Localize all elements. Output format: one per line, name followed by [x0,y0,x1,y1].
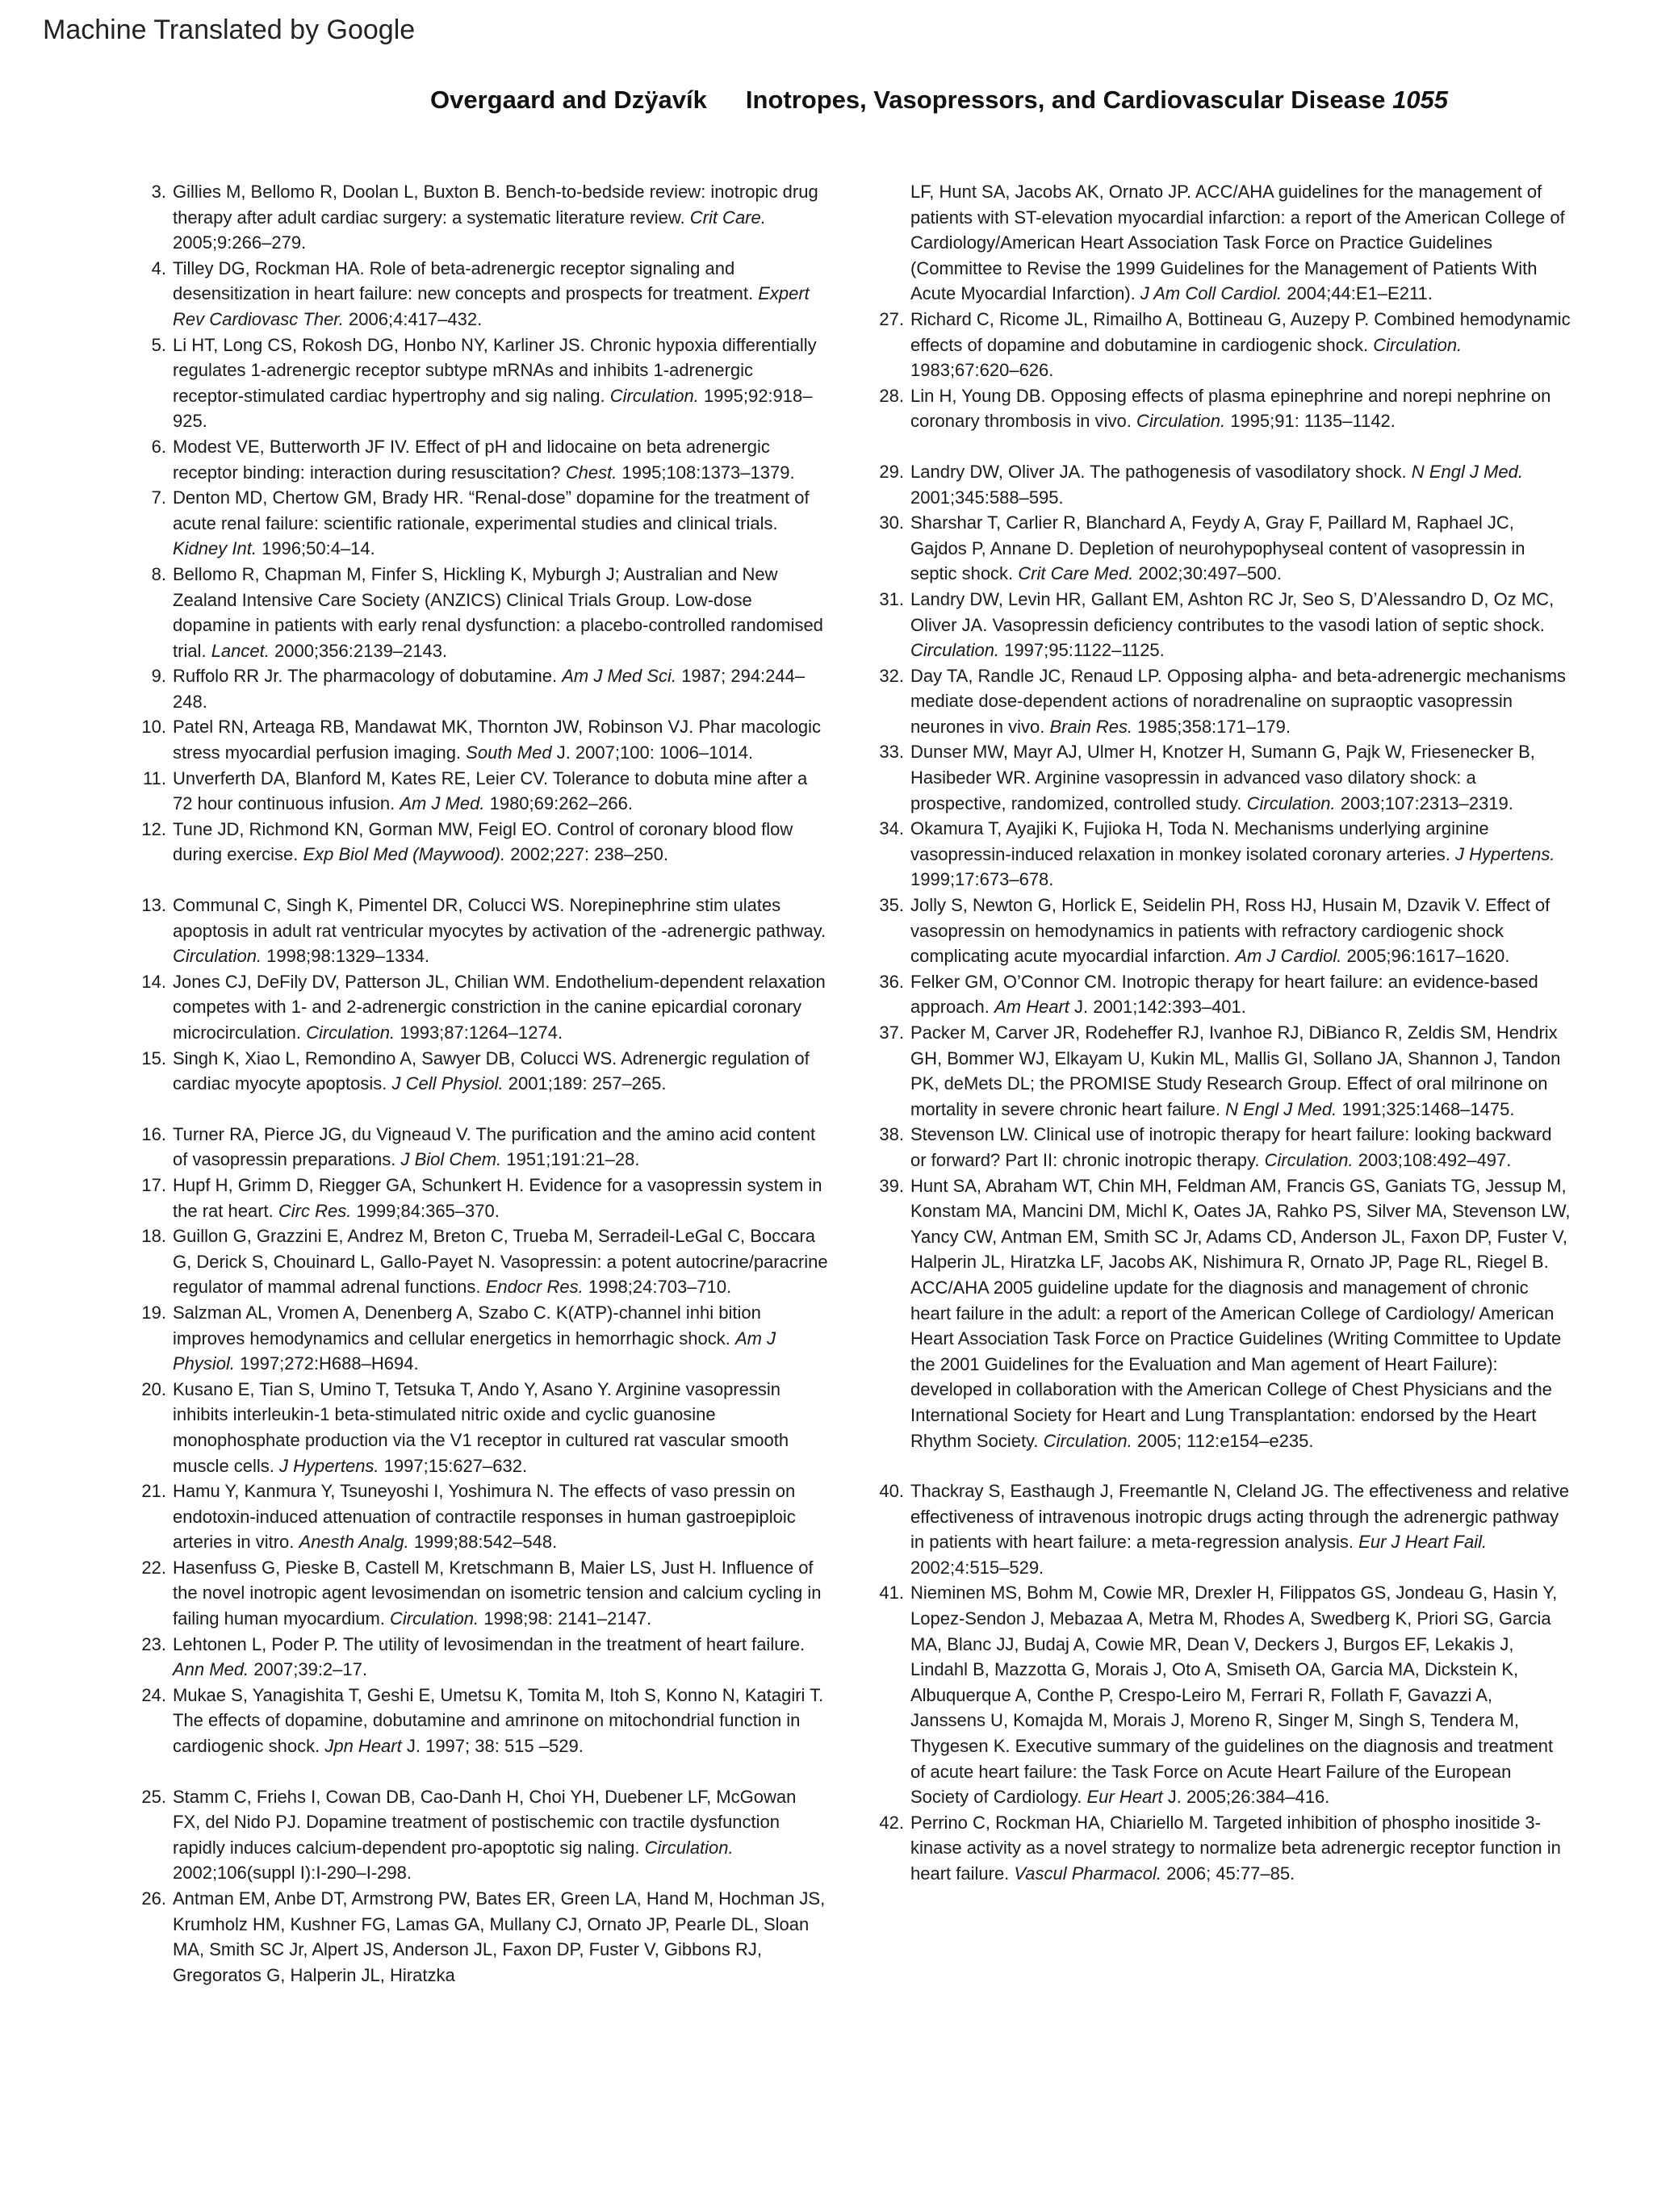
reference-journal: Circulation. [390,1608,479,1629]
reference-entry [134,1632,828,1683]
reference-number: 10. [141,717,166,738]
reference-text: Singh K, Xiao L, Remondino A, Sawyer DB, Colucci WS. Adrenergic regulation of cardiac myocyte apoptosis. [173,1047,810,1094]
running-header [430,86,1448,115]
reference-text: Lin H, Young DB. Opposing effects of plasma epinephrine and norepi nephrine on coronary thrombosis in vivo. [910,385,1551,432]
reference-citation: 2005;96:1617–1620. [1346,946,1510,967]
reference-number: 39. [879,1175,904,1196]
reference-journal: Circulation. [306,1022,395,1043]
reference-number: 7. [151,487,166,508]
reference-text: Tune JD, Richmond KN, Gorman MW, Feigl EO. Control of coronary blood flow during exercise. [173,818,793,865]
reference-citation: 1998;98:1329–1334. [266,946,430,967]
reference-entry [134,714,828,765]
reference-entry [872,383,1572,434]
reference-journal: J Cell Physiol. [391,1073,504,1094]
reference-journal: South Med [466,742,552,763]
reference-journal: J Am Coll Cardiol. [1140,283,1283,304]
reference-number: 36. [879,971,904,992]
reference-citation: 2002;4:515–529. [910,1557,1044,1578]
reference-citation: J. 1997; 38: 515 –529. [406,1736,584,1757]
reference-journal: Expert Rev Cardiovasc Ther. [173,283,810,329]
reference-journal: Am J Med Sci. [562,666,677,687]
reference-text: Day TA, Randle JC, Renaud LP. Opposing alpha- and beta-adrenergic mechanisms mediate dose-dependent actions of noradrenaline on supraoptic vasopressin neurones in vivo. [910,665,1567,737]
reference-entry [872,1580,1572,1809]
reference-text: Felker GM, O’Connor CM. Inotropic therapy for heart failure: an evidence-based approach. [910,971,1538,1018]
reference-journal: Chest. [565,462,617,483]
reference-citation: 2005; 112:e154–e235. [1136,1430,1314,1451]
reference-citation: 2001;345:588–595. [910,487,1064,508]
reference-number: 8. [151,563,166,584]
reference-text: Gillies M, Bellomo R, Doolan L, Buxton B. Bench-to-bedside review: inotropic drug therapy after adult cardiac surgery: a systematic literature review. [173,182,818,228]
reference-number: 37. [879,1022,904,1043]
reference-entry [134,1046,828,1097]
reference-entry [872,1122,1572,1173]
reference-entry [134,1122,828,1173]
reference-citation: 2002;227: 238–250. [510,844,668,865]
reference-entry [134,562,828,663]
reference-journal: Brain Res. [1049,716,1133,737]
reference-text: Li HT, Long CS, Rokosh DG, Honbo NY, Karliner JS. Chronic hypoxia differentially regulates 1-adrenergic receptor subtype mRNAs and inhibits 1-adrenergic receptor-stimulated cardiac hypertrophy and sig naling. [173,334,817,406]
reference-number: 3. [151,182,166,202]
reference-journal: Kidney Int. [173,538,257,559]
reference-text: Sharshar T, Carlier R, Blanchard A, Feydy A, Gray F, Paillard M, Raphael JC, Gajdos P, Annane D. Depletion of neurohypophyseal content of vasopressin in septic shock. [910,512,1525,584]
reference-citation: J. 2001;142:393–401. [1074,997,1246,1018]
reference-number: 21. [141,1481,166,1502]
reference-text: Ruffolo RR Jr. The pharmacology of dobutamine. [173,666,558,687]
reference-text: Denton MD, Chertow GM, Brady HR. “Renal-dose” dopamine for the treatment of acute renal failure: scientific rationale, experimental studies and clinical trials. [173,487,810,533]
reference-text: Turner RA, Pierce JG, du Vigneaud V. The purification and the amino acid content of vasopressin preparations. [173,1123,816,1170]
reference-citation: 1999;88:542–548. [413,1532,558,1553]
reference-journal: N Engl J Med. [1411,461,1523,482]
reference-journal: N Engl J Med. [1225,1098,1337,1119]
reference-number: 11. [143,767,166,788]
reference-citation: 2003;108:492–497. [1358,1149,1512,1170]
reference-citation: 2002;106(suppl I):I-290–I-298. [173,1863,412,1884]
reference-entry [134,766,828,817]
reference-citation: 1980;69:262–266. [489,793,633,814]
reference-journal: Circulation. [1043,1430,1132,1451]
reference-entry [872,739,1572,816]
reference-journal: Circulation. [1373,334,1463,355]
reference-entry [134,1173,828,1223]
reference-citation: 2006;4:417–432. [349,308,483,329]
reference-entry [872,969,1572,1020]
reference-text: Tilley DG, Rockman HA. Role of beta-adrenergic receptor signaling and desensitization in heart failure: new concepts and prospects for treatment. [173,257,754,304]
reference-citation: 2004;44:E1–E211. [1287,283,1433,304]
reference-number: 4. [151,257,166,278]
reference-number: 33. [879,742,904,763]
reference-number: 20. [141,1378,166,1399]
reference-number: 34. [879,818,904,839]
reference-entry [872,307,1572,383]
reference-journal: Circulation. [910,640,1000,661]
reference-citation: 1997;272:H688–H694. [240,1353,419,1374]
reference-citation: 1999;17:673–678. [910,869,1054,890]
reference-entry [872,179,1572,307]
reference-journal: Am J Physiol. [173,1328,776,1374]
reference-number: 5. [151,334,166,355]
reference-number: 28. [879,385,904,406]
reference-citation: 1951;191:21–28. [506,1149,640,1170]
reference-text: Guillon G, Grazzini E, Andrez M, Breton C, Trueba M, Serradeil-LeGal C, Boccara G, Derick S, Chouinard L, Gallo-Payet N. Vasopressin: a potent autocrine/paracrine regulator of mammal adrenal functions. [173,1226,828,1298]
reference-entry [872,587,1572,663]
reference-number: 27. [879,308,904,329]
reference-citation: 1997;95:1122–1125. [1004,640,1165,661]
reference-entry [134,1377,828,1478]
reference-entry [134,1555,828,1632]
reference-number: 31. [879,588,904,609]
reference-entry [134,1683,828,1759]
reference-text: Landry DW, Oliver JA. The pathogenesis of vasodilatory shock. [910,461,1407,482]
reference-text: Stamm C, Friehs I, Cowan DB, Cao-Danh H, Choi YH, Duebener LF, McGowan FX, del Nido PJ. Dopamine treatment of postischemic con tractile dysfunction rapidly induces calcium-dependent pro-apoptotic sig naling. [173,1786,797,1858]
reference-citation: 2006; 45:77–85. [1166,1863,1295,1884]
reference-number: 15. [141,1047,166,1068]
reference-number: 41. [879,1583,904,1604]
reference-journal: Crit Care. [689,207,766,228]
reference-number: 23. [141,1633,166,1654]
reference-column-left [134,179,828,1988]
reference-citation: 2001;189: 257–265. [508,1073,667,1094]
reference-text: Hasenfuss G, Pieske B, Castell M, Kretschmann B, Maier LS, Just H. Influence of the novel inotropic agent levosimendan on isometric tension and calcium cycling in failing human myocardium. [173,1557,822,1629]
reference-entry [134,434,828,485]
reference-entry [134,893,828,969]
reference-citation: 1987; 294:244–248. [173,666,806,712]
reference-number: 35. [879,895,904,916]
reference-citation: 2000;356:2139–2143. [274,640,448,661]
page-number: 1055 [1392,86,1449,114]
reference-citation: 1995;92:918–925. [173,385,813,432]
reference-text: Okamura T, Ayajiki K, Fujioka H, Toda N. Mechanisms underlying arginine vasopressin-induced relaxation in monkey isolated coronary arteries. [910,818,1489,864]
reference-number: 6. [151,436,166,457]
reference-text: Unverferth DA, Blanford M, Kates RE, Leier CV. Tolerance to dobuta mine after a 72 hour continuous infusion. [173,767,808,814]
reference-journal: Circulation. [173,946,262,967]
reference-text: Salzman AL, Vromen A, Denenberg A, Szabo C. K(ATP)-channel inhi bition improves hemodynamics and cellular energetics in hemorrhagic shock. [173,1302,761,1349]
reference-text: Kusano E, Tian S, Umino T, Tetsuka T, Ando Y, Asano Y. Arginine vasopressin inhibits interleukin-1 beta-stimulated nitric oxide and cyclic guanosine monophosphate production via the V1 receptor in cultured rat vascular smooth muscle cells. [173,1378,789,1476]
reference-entry [872,816,1572,893]
reference-text: Lehtonen L, Poder P. The utility of levosimendan in the treatment of heart failure. [173,1633,806,1654]
reference-journal: J Hypertens. [1455,843,1555,864]
reference-number: 24. [141,1684,166,1705]
reference-number: 25. [141,1786,166,1807]
reference-text: Packer M, Carver JR, Rodeheffer RJ, Ivanhoe RJ, DiBianco R, Zeldis SM, Hendrix GH, Bommer WJ, Elkayam U, Kukin ML, Mallis GI, Sollano JA, Shannon J, Tandon PK, deMets DL; the PROMISE Study Research Group. Effect of oral milrinone on mortality in severe chronic heart failure. [910,1022,1561,1119]
reference-text: Mukae S, Yanagishita T, Geshi E, Umetsu K, Tomita M, Itoh S, Konno N, Katagiri T. The effects of dopamine, dobutamine and amrinone on mitochondrial function in cardiogenic shock. [173,1684,824,1757]
reference-number: 40. [879,1481,904,1502]
reference-number: 29. [879,461,904,482]
reference-text: Patel RN, Arteaga RB, Mandawat MK, Thornton JW, Robinson VJ. Phar macologic stress myocardial perfusion imaging. [173,717,821,763]
reference-journal: Lancet. [211,640,270,661]
reference-text: Hupf H, Grimm D, Riegger GA, Schunkert H. Evidence for a vasopressin system in the rat heart. [173,1174,822,1221]
reference-column-right [872,179,1572,1887]
reference-number: 13. [141,895,166,916]
reference-entry [134,1478,828,1555]
reference-journal: Crit Care Med. [1018,563,1134,584]
reference-text: Perrino C, Rockman HA, Chiariello M. Targeted inhibition of phospho inositide 3-kinase activity as a novel strategy to normalize beta adrenergic receptor function in heart failure. [910,1812,1561,1884]
reference-citation: 1998;98: 2141–2147. [483,1608,652,1629]
reference-citation: 1983;67:620–626. [910,360,1054,381]
reference-entry [872,1020,1572,1122]
reference-journal: J Hypertens. [279,1455,379,1476]
reference-journal: Ann Med. [173,1659,249,1680]
reference-number: 19. [141,1302,166,1323]
reference-number: 22. [141,1557,166,1578]
reference-entry [134,256,828,332]
reference-entry [872,1478,1572,1580]
reference-number: 26. [141,1888,166,1909]
reference-citation: 1995;91: 1135–1142. [1230,411,1396,432]
reference-number: 14. [141,971,166,992]
reference-journal: Eur Heart [1086,1787,1163,1808]
reference-number: 12. [141,818,166,839]
reference-journal: Vascul Pharmacol. [1014,1863,1162,1884]
reference-text: Bellomo R, Chapman M, Finfer S, Hickling K, Myburgh J; Australian and New Zealand Intensive Care Society (ANZICS) Clinical Trials Group. Low-dose dopamine in patients with early renal dysfunction: a placebo-controlled randomised trial. [173,563,823,661]
reference-journal: Eur J Heart Fail. [1358,1532,1488,1553]
reference-text: Jolly S, Newton G, Horlick E, Seidelin PH, Ross HJ, Husain M, Dzavik V. Effect of vasopressin on hemodynamics in patients with refractory cardiogenic shock complicating acute myocardial infarction. [910,895,1550,967]
reference-citation: 1995;108:1373–1379. [621,462,795,483]
reference-journal: Anesth Analg. [299,1532,409,1553]
reference-journal: Circulation. [1264,1149,1354,1170]
reference-entry [872,459,1572,510]
reference-journal: Am J Med. [400,793,485,814]
reference-citation: 1991;325:1468–1475. [1341,1098,1515,1119]
reference-entry [134,179,828,256]
reference-entry [134,817,828,868]
reference-citation: 1997;15:627–632. [383,1455,528,1476]
reference-journal: Circulation. [609,385,699,406]
reference-number: 16. [141,1123,166,1144]
reference-citation: 1996;50:4–14. [262,538,375,559]
reference-journal: Endocr Res. [485,1277,584,1298]
reference-text: Hamu Y, Kanmura Y, Tsuneyoshi I, Yoshimura N. The effects of vaso pressin on endotoxin-induced attenuation of contractile responses in human gastroepiploic arteries in vitro. [173,1481,796,1553]
reference-entry [134,1784,828,1886]
reference-number: 17. [141,1174,166,1195]
reference-text: Thackray S, Easthaugh J, Freemantle N, Cleland JG. The effectiveness and relative effectiveness of intravenous inotropic drugs acting through the adrenergic pathway in patients with heart failure: a meta-regression analysis. [910,1481,1570,1553]
reference-journal: Circ Res. [278,1200,352,1221]
reference-entry [134,1223,828,1300]
reference-journal: Am Heart [994,997,1069,1018]
reference-number: 42. [879,1812,904,1833]
reference-citation: 1999;84:365–370. [356,1200,500,1221]
header-authors: Overgaard and Dzÿavík [430,86,707,114]
reference-text: Hunt SA, Abraham WT, Chin MH, Feldman AM, Francis GS, Ganiats TG, Jessup M, Konstam MA, Mancini DM, Michl K, Oates JA, Rahko PS, Silver MA, Stevenson LW, Yancy CW, Antman EM, Smith SC Jr, Adams CD, Anderson JL, Faxon DP, Fuster V, Halperin JL, Hiratzka LF, Jacobs AK, Nishimura R, Ornato JP, Page RL, Riegel B. ACC/AHA 2005 guideline update for the diagnosis and management of chronic heart failure in the adult: a report of the American College of Cardiology/ American Heart Association Task Force on Practice Guidelines (Writing Committee to Update the 2001 Guidelines for the Evaluation and Man agement of Heart Failure): developed in collaboration with the American College of Chest Physicians and the International Society for Heart and Lung Transplantation: endorsed by the Heart Rhythm Society. [910,1175,1571,1451]
reference-number: 32. [879,665,904,686]
reference-text: Antman EM, Anbe DT, Armstrong PW, Bates ER, Green LA, Hand M, Hochman JS, Krumholz HM, Kushner FG, Lamas GA, Mullany CJ, Ornato JP, Pearle DL, Sloan MA, Smith SC Jr, Alpert JS, Anderson JL, Faxon DP, Fuster V, Gibbons RJ, Gregoratos G, Halperin JL, Hiratzka [173,1888,826,1985]
reference-citation: J. 2005;26:384–416. [1167,1787,1330,1808]
reference-text: Jones CJ, DeFily DV, Patterson JL, Chilian WM. Endothelium-dependent relaxation competes with 1- and 2-adrenergic constriction in the canine epicardial coronary microcirculation. [173,971,826,1043]
header-title: Inotropes, Vasopressors, and Cardiovascular Disease [745,86,1386,114]
reference-citation: J. 2007;100: 1006–1014. [556,742,754,763]
reference-text: Richard C, Ricome JL, Rimailho A, Bottineau G, Auzepy P. Combined hemodynamic effects of dopamine and dobutamine in cardiogenic shock. [910,308,1571,355]
reference-entry [134,969,828,1046]
reference-journal: Jpn Heart [324,1736,402,1757]
reference-text: Landry DW, Levin HR, Gallant EM, Ashton RC Jr, Seo S, D’Alessandro D, Oz MC, Oliver JA. Vasopressin deficiency contributes to the vasodi lation of septic shock. [910,588,1555,635]
reference-entry [872,510,1572,587]
reference-citation: 2002;30:497–500. [1138,563,1282,584]
reference-number: 30. [879,512,904,533]
reference-journal: Am J Cardiol. [1235,946,1342,967]
reference-entry [872,1173,1572,1454]
reference-text: Modest VE, Butterworth JF IV. Effect of pH and lidocaine on beta adrenergic receptor binding: interaction during resuscitation? [173,436,770,483]
reference-entry [872,1810,1572,1887]
reference-entry [134,332,828,434]
reference-entry [134,485,828,562]
reference-entry [872,893,1572,969]
reference-number: 18. [141,1226,166,1247]
reference-entry [134,663,828,714]
reference-journal: Circulation. [1246,792,1336,813]
reference-entry [134,1300,828,1377]
reference-citation: 2005;9:266–279. [173,232,307,253]
reference-entry [872,663,1572,740]
reference-citation: 1993;87:1264–1274. [400,1022,563,1043]
reference-citation: 1985;358:171–179. [1137,716,1291,737]
reference-text: LF, Hunt SA, Jacobs AK, Ornato JP. ACC/AHA guidelines for the management of patients with ST-elevation myocardial infarction: a report of the American College of Cardiology/American Heart Association Task Force on Practice Guidelines (Committee to Revise the 1999 Guidelines for the Management of Patients With Acute Myocardial Infarction). [910,182,1565,304]
reference-citation: 1998;24:703–710. [588,1277,732,1298]
reference-journal: Circulation. [1136,411,1226,432]
reference-text: Dunser MW, Mayr AJ, Ulmer H, Knotzer H, Sumann G, Pajk W, Friesenecker B, Hasibeder WR. Arginine vasopressin in advanced vaso dilatory shock: a prospective, randomized, controlled study. [910,742,1535,813]
reference-citation: 2007;39:2–17. [253,1659,367,1680]
translation-banner: Machine Translated by Google [43,15,416,45]
reference-number: 9. [151,666,166,687]
reference-entry [134,1886,828,1988]
reference-journal: J Biol Chem. [400,1149,502,1170]
reference-text: Communal C, Singh K, Pimentel DR, Colucci WS. Norepinephrine stim ulates apoptosis in adult rat ventricular myocytes by activation of the -adrenergic pathway. [173,895,826,941]
reference-number: 38. [879,1124,904,1145]
reference-journal: Exp Biol Med (Maywood). [303,844,506,865]
reference-text: Stevenson LW. Clinical use of inotropic therapy for heart failure: looking backward or forward? Part II: chronic inotropic therapy. [910,1124,1552,1170]
reference-text: Nieminen MS, Bohm M, Cowie MR, Drexler H, Filippatos GS, Jondeau G, Hasin Y, Lopez-Sendon J, Mebazaa A, Metra M, Rhodes A, Swedberg K, Priori SG, Garcia MA, Blanc JJ, Budaj A, Cowie MR, Dean V, Deckers J, Burgos EF, Lekakis J, Lindahl B, Mazzotta G, Morais J, Oto A, Smiseth OA, Garcia MA, Dickstein K, Albuquerque A, Conthe P, Crespo-Leiro M, Ferrari R, Follath F, Gavazzi A, Janssens U, Komajda M, Morais J, Moreno R, Singer M, Singh S, Tendera M, Thygesen K. Executive summary of the guidelines on the diagnosis and treatment of acute heart failure: the Task Force on Acute Heart Failure of the European Society of Cardiology. [910,1583,1558,1808]
reference-citation: 2003;107:2313–2319. [1340,792,1513,813]
reference-journal: Circulation. [644,1837,734,1858]
